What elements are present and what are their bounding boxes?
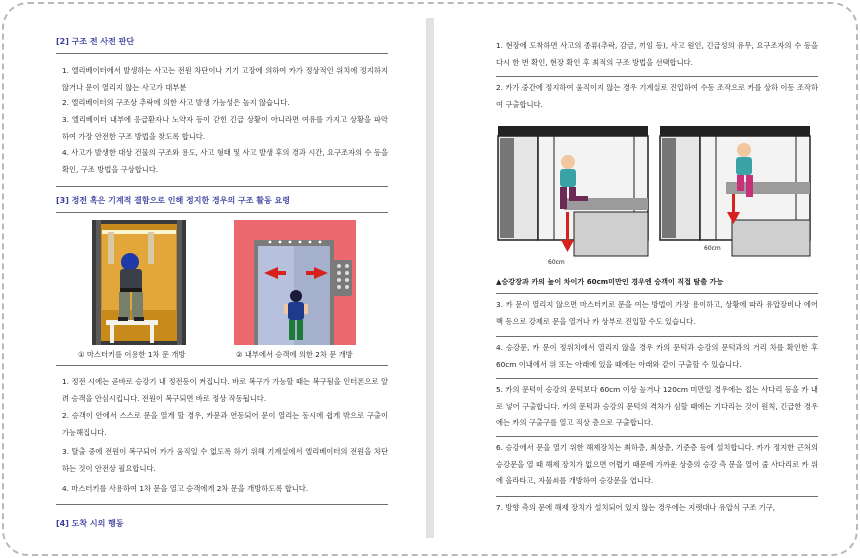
section-3-top-rule <box>56 186 388 187</box>
section-3-item-4: 4. 마스터키를 사용하여 1차 문을 열고 승객에게 2차 문을 개방하도록 합니다. <box>62 484 309 493</box>
right-item-4: 4. 승강문, 카 문이 정위치에서 열리지 않을 경우 카의 문턱과 승강의 문턱과의 거리 차를 확인한 후 60cm 이내에서 위 또는 아래에 있을 때에는 아래와 같이 구출할 수 있습니다. <box>496 343 818 369</box>
figure-1-caption: ① 마스터키를 이용한 1차 문 개방 <box>78 350 186 359</box>
figure-passenger-door <box>234 220 356 345</box>
right-item-7: 7. 방향 측의 문에 해제 장치가 설치되어 있지 않는 경우에는 지렛대나 유압식 구조 기구, <box>496 503 776 512</box>
section-2-rule <box>56 53 388 54</box>
right-rule-1 <box>496 76 818 77</box>
right-item-1: 1. 현장에 도착하면 사고의 종류(추락, 감금, 끼임 등), 사고 원인, 긴급성의 유무, 요구조자의 수 등을 다시 한 번 확인, 현장 확인 후 최적의 구조 방법을 선택합니다. <box>496 41 818 67</box>
right-item-5: 5. 카의 문턱이 승강의 문턱보다 60cm 이상 높거나 120cm 미만일 경우에는 접는 사다리 등을 카 내로 넣어 구출합니다. 카의 문턱과 승강의 문턱의 격차가 심할 때에는 기다리는 것이 원칙, 긴급한 경우에는 카의 구출구를 열고 직상 층으로 구출합니다. <box>496 385 818 427</box>
figure-label-1: 60cm <box>548 259 565 266</box>
right-rule-3 <box>496 336 818 337</box>
page-gutter <box>426 18 434 538</box>
section-3-item-3: 3. 탈출 중에 전원이 복구되어 카가 움직일 수 없도록 하기 위해 기계실에서 엘리베이터의 전원을 차단하는 것이 안전상 필요합니다. <box>62 447 388 473</box>
figure-2-caption: ② 내부에서 승객에 의한 2차 문 개방 <box>236 350 353 359</box>
right-item-6: 6. 승강에서 문을 열기 위한 해제장치는 최하층, 최상층, 기준층 등에 설치합니다. 카가 정지한 근처의 승강문을 열 때 해제 장치가 없으면 어렵기 때문에 가까운 상층의 승강 측 문을 열어 줄 사다리로 카 위에 올라타고, 자물쇠를 개방하여 승강문을 엽니다. <box>496 443 818 485</box>
section-4-title: [4] 도착 시의 행동 <box>56 519 124 528</box>
right-rule-5 <box>496 436 818 437</box>
right-rule-4 <box>496 378 818 379</box>
section-3-rule <box>56 212 388 213</box>
section-2-title: [2] 구조 전 사전 판단 <box>56 37 135 46</box>
figure-master-key <box>92 220 186 345</box>
section-3-items-rule <box>56 365 388 366</box>
section-2-item-1: 1. 엘리베이터에서 발생하는 사고는 전원 차단이나 기기 고장에 의하여 카가 정상적인 위치에 정지하지 않거나 문이 열리지 않는 사고가 대부분 <box>62 66 388 92</box>
section-2-item-4: 4. 사고가 발생한 대상 건물의 구조와 용도, 사고 형태 및 사고 발생 후의 경과 시간, 요구조자의 수 등을 확인, 구조 방법을 구상합니다. <box>62 148 388 174</box>
section-3-item-1: 1. 정전 시에는 곧바로 승강기 내 정전등이 켜집니다. 바로 복구가 가능할 때는 복구됨을 인터폰으로 알려 승객을 안심시킵니다. 전원이 복구되면 바로 정상 작동됩니다. <box>62 377 388 403</box>
section-2-item-2: 2. 엘리베이터의 구조상 추락에 의한 사고 발생 가능성은 높지 않습니다. <box>62 98 290 107</box>
section-3-title: [3] 정전 혹은 기계적 결함으로 인해 정지한 경우의 구조 활동 요령 <box>56 196 290 205</box>
section-2-item-3: 3. 엘리베이터 내부에 응급환자나 노약자 등이 갇힌 긴급 상황이 아니라면 여유를 가지고 상황을 파악하여 가장 안전한 구조 방법을 찾도록 합니다. <box>62 115 388 141</box>
right-item-2: 2. 카가 중간에 정지하여 움직이지 않는 경우 기계실로 진입하여 수동 조작으로 카를 상하 이동 조작하여 구출합니다. <box>496 83 818 109</box>
section-4-top-rule <box>56 504 388 505</box>
figure-escape-60cm <box>494 120 824 266</box>
figure-escape-caption: ▲승강장과 카의 높이 차이가 60cm미만인 경우엔 승객이 직접 탈출 가능 <box>496 277 724 286</box>
right-item-3: 3. 카 문이 열리지 않으면 마스터키로 문을 여는 방법이 가장 용이하고, 상황에 따라 유압장비나 에어백 등으로 강제로 문을 열거나 카 상부로 진입할 수도 있습니다. <box>496 300 818 326</box>
section-3-item-2: 2. 승객이 안에서 스스로 문을 열게 할 경우, 카문과 연동되어 문이 열리는 동시에 쉽게 밖으로 구출이 가능해집니다. <box>62 411 388 437</box>
figure-label-2: 60cm <box>704 245 721 252</box>
right-rule-6 <box>496 496 818 497</box>
right-rule-2 <box>496 293 818 294</box>
